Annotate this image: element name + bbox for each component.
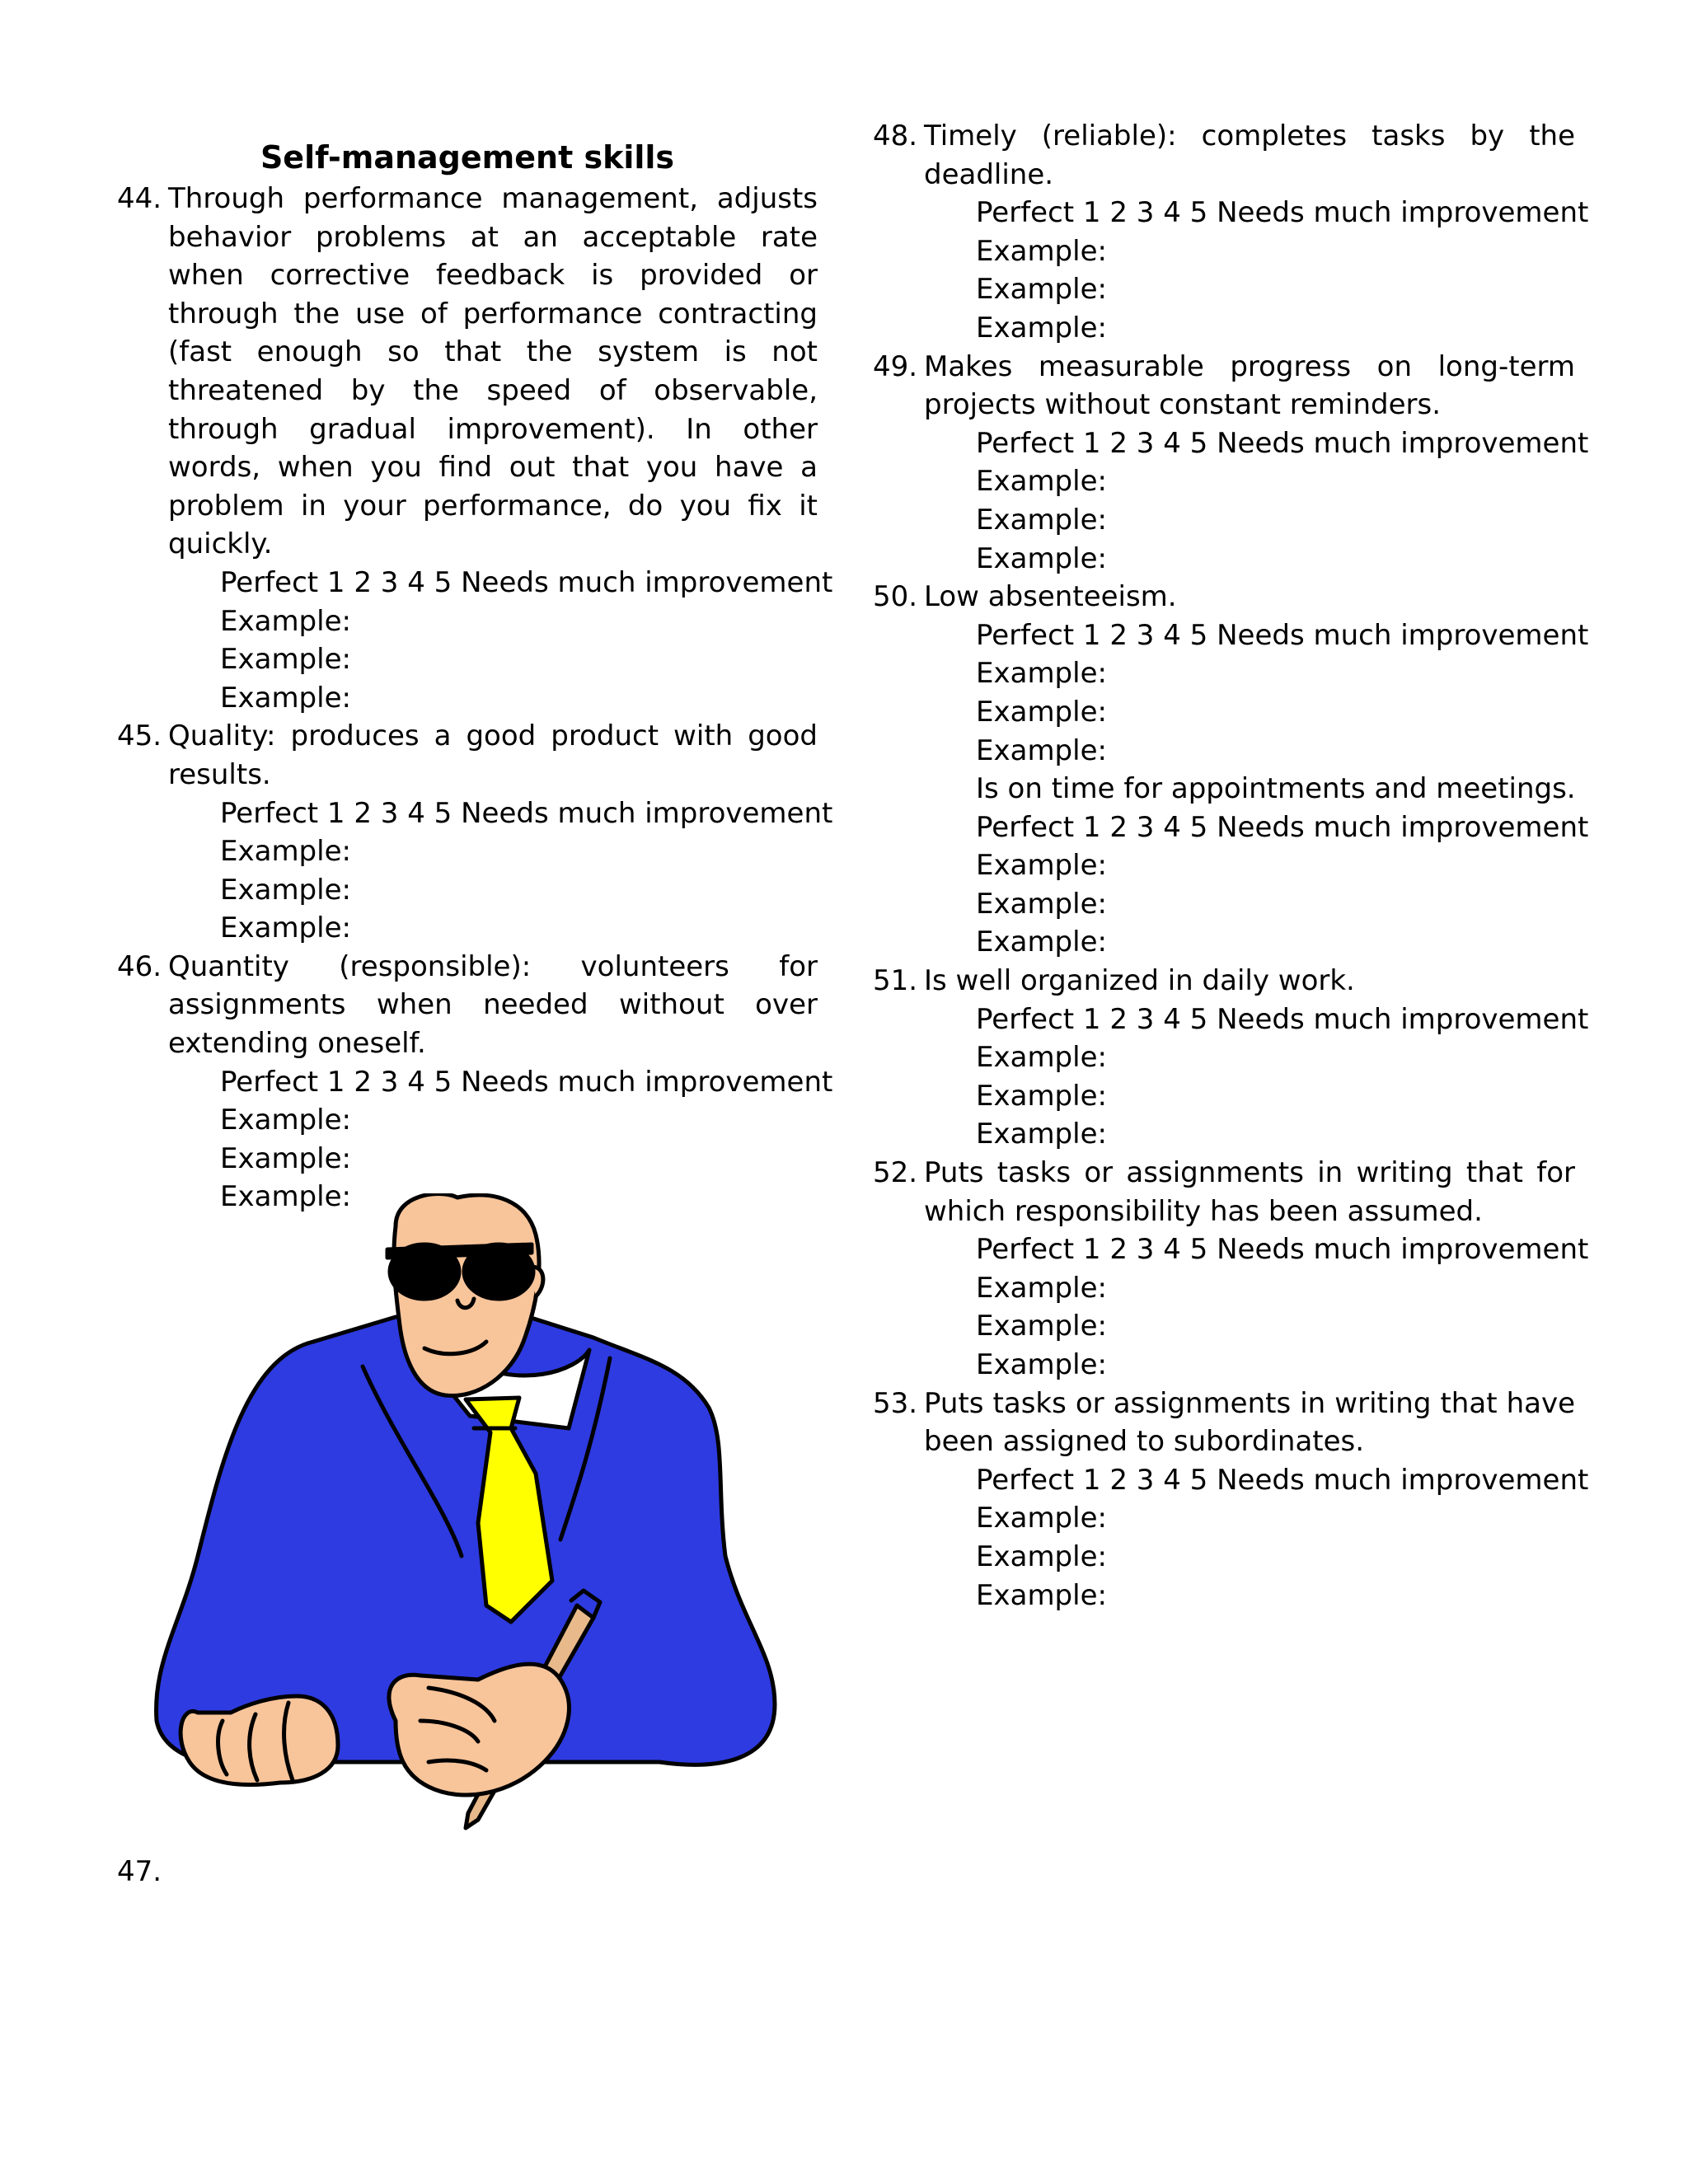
example-line: Example:	[976, 1079, 1107, 1113]
item-47-number: 47.	[117, 1855, 162, 1888]
example-line: Example:	[220, 643, 351, 677]
rating-scale: Perfect 1 2 3 4 5 Needs much improvement	[976, 1463, 1589, 1497]
example-line: Example:	[976, 926, 1107, 959]
item-text: Puts tasks or assignments in writing that have been assigned to subordinates.	[924, 1386, 1575, 1459]
sub-criterion: Is on time for appointments and meetings.	[976, 772, 1576, 806]
example-line: Example:	[976, 503, 1107, 537]
example-line: Example:	[220, 835, 351, 869]
example-line: Example:	[220, 873, 351, 907]
example-line: Example:	[976, 1310, 1107, 1343]
example-line: Example:	[976, 1118, 1107, 1151]
item-text: Quality: produces a good product with good results.	[168, 719, 818, 791]
item-text: Makes measurable progress on long-term projects without constant reminders.	[924, 349, 1575, 422]
rating-scale: Perfect 1 2 3 4 5 Needs much improvement	[976, 618, 1589, 652]
item-text: Quantity (responsible): volunteers for assignments when needed without over extending oneself.	[168, 949, 818, 1061]
example-line: Example:	[976, 1271, 1107, 1305]
example-line: Example:	[976, 541, 1107, 575]
example-line: Example:	[976, 1348, 1107, 1381]
rating-scale: Perfect 1 2 3 4 5 Needs much improvement	[220, 796, 833, 830]
rating-scale: Perfect 1 2 3 4 5 Needs much improvement	[976, 1233, 1589, 1267]
item-text: Puts tasks or assignments in writing that for which responsibility has been assumed.	[924, 1156, 1575, 1228]
item-number: 48.	[873, 120, 918, 152]
example-line: Example:	[220, 681, 351, 715]
rating-scale: Perfect 1 2 3 4 5 Needs much improvement	[976, 426, 1589, 460]
example-line: Example:	[220, 604, 351, 638]
item-51	[873, 962, 1589, 1154]
example-line: Example:	[976, 657, 1107, 691]
item-number: 45.	[117, 719, 162, 753]
item-text: Through performance management, adjusts behavior problems at an acceptable rate when corrective feedback is provided or through the use of performance contracting (fast enough so that the system is not threatened by the speed of observable, through gradual improvement). In other words, when you find out that you have a problem in your performance, do you fix it quickly.	[168, 182, 818, 561]
item-46	[117, 948, 833, 1216]
example-line: Example:	[220, 912, 351, 945]
example-line: Example:	[976, 1540, 1107, 1573]
item-50	[873, 578, 1589, 962]
rating-scale: Perfect 1 2 3 4 5 Needs much improvement	[976, 196, 1589, 230]
example-line: Example:	[976, 1578, 1107, 1612]
businessman-illustration	[148, 1193, 791, 1836]
example-line: Example:	[976, 733, 1107, 767]
item-49	[873, 348, 1589, 579]
item-number: 46.	[117, 949, 162, 983]
item-text: Timely (reliable): completes tasks by the deadline.	[924, 120, 1575, 191]
item-number: 49.	[873, 349, 918, 383]
example-line: Example:	[220, 1180, 351, 1214]
item-number: 53.	[873, 1386, 918, 1420]
item-number: 50.	[873, 580, 918, 614]
item-53	[873, 1385, 1589, 1615]
right-column	[873, 117, 1589, 1615]
item-52	[873, 1154, 1589, 1385]
item-45	[117, 717, 833, 948]
rating-scale: Perfect 1 2 3 4 5 Needs much improvement	[976, 810, 1589, 844]
example-line: Example:	[976, 1502, 1107, 1535]
item-number: 51.	[873, 964, 918, 998]
example-line: Example:	[976, 1041, 1107, 1075]
item-number: 52.	[873, 1156, 918, 1190]
right-hand	[389, 1664, 569, 1795]
example-line: Example:	[220, 1141, 351, 1175]
rating-scale: Perfect 1 2 3 4 5 Needs much improvement	[220, 1065, 833, 1099]
item-text: Low absenteeism.	[924, 580, 1177, 614]
item-number: 44.	[117, 182, 162, 215]
item-48	[873, 117, 1589, 348]
example-line: Example:	[220, 1104, 351, 1137]
rating-scale: Perfect 1 2 3 4 5 Needs much improvement	[976, 1002, 1589, 1036]
rating-scale: Perfect 1 2 3 4 5 Needs much improvement	[220, 565, 833, 599]
example-line: Example:	[976, 273, 1107, 307]
example-line: Example:	[976, 465, 1107, 499]
example-line: Example:	[976, 887, 1107, 921]
page-title: Self-management skills	[260, 139, 675, 176]
item-44	[117, 180, 833, 717]
item-text: Is well organized in daily work.	[924, 964, 1355, 998]
example-line: Example:	[976, 695, 1107, 729]
example-line: Example:	[976, 311, 1107, 344]
example-line: Example:	[976, 234, 1107, 268]
left-column	[117, 117, 833, 1216]
example-line: Example:	[976, 849, 1107, 883]
